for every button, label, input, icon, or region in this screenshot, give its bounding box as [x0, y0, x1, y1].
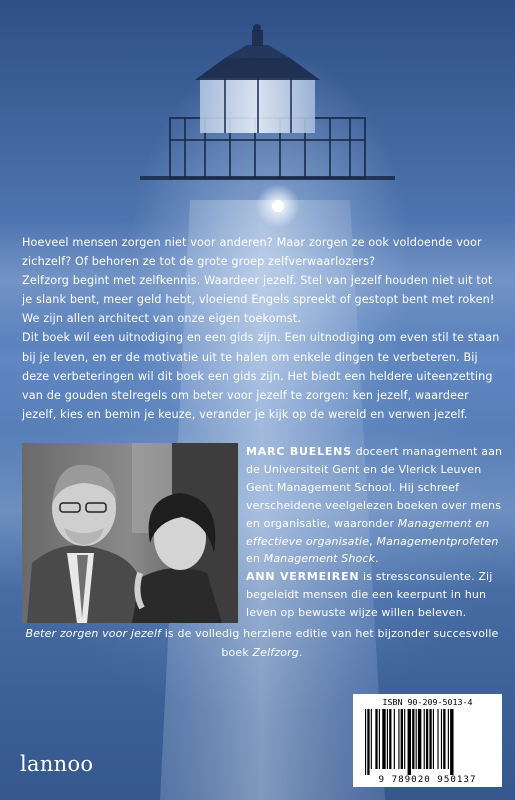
ean-number: 9 789020 950137	[378, 774, 477, 785]
authors-bio	[246, 443, 504, 622]
separator: .	[375, 552, 379, 566]
book-title-1: Management en effectieve organisatie	[246, 516, 490, 548]
barcode-bars	[365, 709, 491, 775]
separator: ,	[369, 534, 377, 548]
barcode	[353, 694, 502, 787]
author2-name: ANN VERMEIREN	[246, 570, 360, 584]
book-title: Beter zorgen voor jezelf	[25, 627, 162, 640]
intro-paragraph: Zelfzorg begint met zelfkennis. Waardeer jezelf. Stel van jezelf houden niet uit tot je slank bent, meer geld hebt, vloeiend Engels spreekt of gestopt bent met roken! We zijn allen architect van onze eigen toekomst.	[22, 274, 495, 326]
author1-name: MARC BUELENS	[246, 445, 352, 458]
closing-middle: is de volledig herziene editie van het bijzonder succesvolle boek	[161, 627, 499, 659]
intro-text	[22, 233, 502, 424]
separator: en	[246, 552, 264, 566]
isbn-number: ISBN 90-209-5013-4	[382, 697, 473, 707]
author1-text: doceert management aan de Universiteit Gent en de Vlerick Leuven Gent Management School. Hij schreef verscheidene veelgelezen boeken over mens en organisatie, waaronder	[246, 445, 503, 530]
closing-end: .	[298, 645, 303, 659]
publisher-logo: lannoo	[20, 752, 94, 776]
authors-photo	[22, 443, 238, 623]
book-title-2: Managementprofeten	[376, 534, 499, 548]
book-title-3: Management Shock	[263, 552, 376, 566]
intro-paragraph: Hoeveel mensen zorgen niet voor anderen? Maar zorgen ze ook voldoende voor zichzelf? Of behoren ze tot de grote groep zelfverwaarlozers?	[22, 236, 482, 269]
previous-book-title: Zelfzorg	[252, 645, 299, 659]
closing-text	[22, 625, 502, 662]
intro-paragraph: Dit boek wil een uitnodiging en een gids zijn. Een uitnodiging om even stil te staan bij je leven, en er de motivatie uit te halen om enkele dingen te verbeteren. Bij deze verbeteringen wil dit boek een gids zijn. Het biedt een heldere uiteenzetting van de gouden stelregels om beter voor jezelf te zorgen: ken jezelf, waardeer jezelf, kies en bemin je keuze, verander je kijk op de wereld en verwen jezelf.	[22, 331, 500, 421]
author2-text: is stressconsulente. Zij begeleidt mensen die een keerpunt in hun leven op bewuste wijze willen beleven.	[246, 570, 493, 620]
author2-bio	[246, 568, 504, 622]
author1-bio	[246, 443, 504, 568]
